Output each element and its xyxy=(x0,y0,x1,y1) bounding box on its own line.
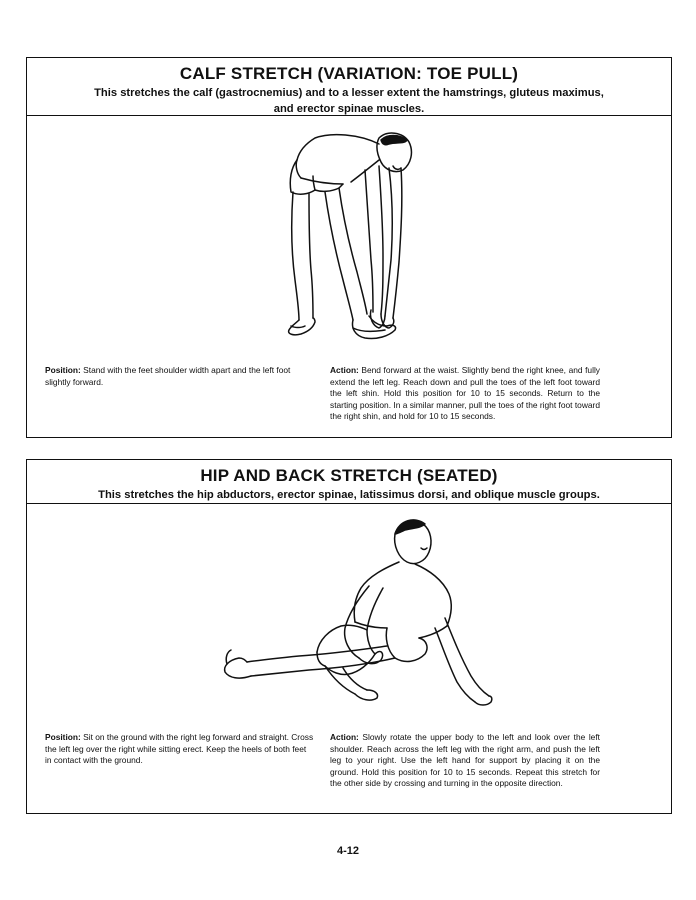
position-description xyxy=(45,732,315,767)
action-text: Bend forward at the waist. Slightly bend the right knee, and fully extend the left leg. Reach down and pull the toes of the left foot toward the left shin. Hold this position for 10 to 15 seconds. Return to the starting position. In a similar manner, pull the toes of the right foot toward the right shin, and hold for 10 to 15 seconds. xyxy=(330,365,600,422)
section-subtitle-line-1: This stretches the calf (gastrocnemius) and to a lesser extent the hamstrings, gluteus maximus, xyxy=(94,87,604,99)
action-label: Action: xyxy=(330,365,359,375)
section-subtitle-line-2: and erector spinae muscles. xyxy=(273,103,425,115)
action-text: Slowly rotate the upper body to the left and look over the left shoulder. Reach across the left leg with the right arm, and push the left leg to your right. Use the left hand for support by placing it on the ground. Hold this position for 10 to 15 seconds. Repeat this stretch for the other side by crossing and turning in the opposite direction. xyxy=(330,732,600,789)
position-text: Stand with the feet shoulder width apart and the left foot slightly forward. xyxy=(45,365,291,387)
position-label: Position: xyxy=(45,732,81,742)
action-description xyxy=(330,732,600,790)
panel-header xyxy=(27,58,671,116)
section-title: CALF STRETCH (VARIATION: TOE PULL) xyxy=(179,64,519,83)
calf-stretch-panel xyxy=(26,57,672,438)
action-description xyxy=(330,365,600,423)
position-label: Position: xyxy=(45,365,81,375)
hip-back-stretch-panel xyxy=(26,459,672,814)
section-subtitle-line-1: This stretches the hip abductors, erector spinae, latissimus dorsi, and oblique muscle groups. xyxy=(98,489,600,501)
position-text: Sit on the ground with the right leg forward and straight. Cross the left leg over the right while sitting erect. Keep the heels of both feet in contact with the ground. xyxy=(45,732,314,766)
action-label: Action: xyxy=(330,732,359,742)
panel-header xyxy=(27,460,671,504)
page-number: 4-12 xyxy=(336,845,360,857)
hip-back-stretch-illustration xyxy=(27,508,671,720)
position-description xyxy=(45,365,315,388)
calf-stretch-illustration xyxy=(27,120,671,350)
section-title: HIP AND BACK STRETCH (SEATED) xyxy=(200,466,498,485)
